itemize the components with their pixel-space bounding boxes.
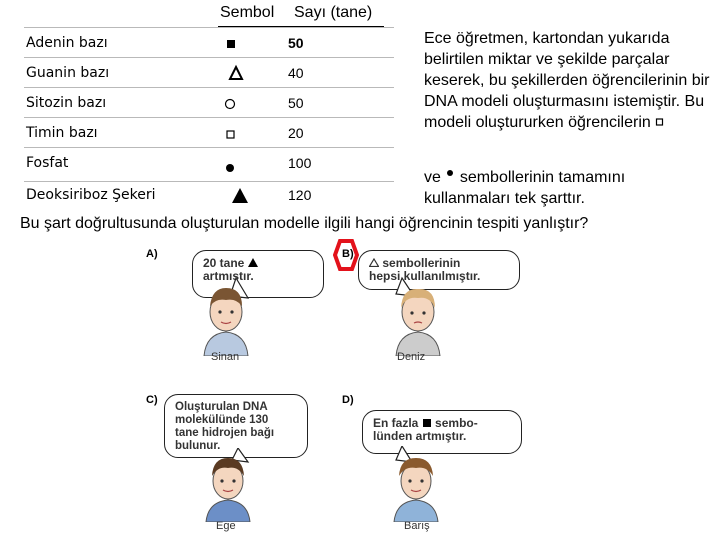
row-value: 50: [288, 35, 304, 51]
table-row: [24, 57, 394, 88]
filled-square-icon: [224, 34, 244, 52]
filled-square-icon: [422, 418, 432, 427]
row-label: Fosfat: [26, 155, 69, 171]
description-text: Ece öğretmen, kartondan yukarıda belirtilen miktar ve şekilde parçalar keserek, bu şekillerden öğrencilerinin bir DNA modeli oluşturmasını istemiştir. Bu modeli oluştururken öğrencilerin: [424, 30, 710, 131]
student-ege-illustration: [198, 448, 258, 522]
square-outline-icon: [655, 117, 665, 127]
option-d-letter[interactable]: D): [342, 394, 354, 406]
triangle-outline-icon: [369, 258, 379, 267]
filled-triangle-icon: [248, 258, 258, 267]
bubble-line: bulunur.: [175, 440, 221, 452]
student-name: Barış: [404, 520, 430, 532]
filled-triangle-icon: [230, 186, 250, 204]
bubble-line: hepsi kullanılmıştır.: [369, 269, 481, 283]
table-row: [24, 181, 394, 212]
row-label: Guanin bazı: [26, 65, 110, 81]
bubble-line: En fazla sembo-: [373, 416, 478, 430]
row-label: Sitozin bazı: [26, 95, 107, 111]
bubble-line: sembollerinin: [369, 257, 509, 270]
square-outline-icon: [224, 124, 244, 142]
row-value: 120: [288, 187, 312, 203]
student-deniz-illustration: [388, 276, 448, 356]
count-column-header: Sayı (tane): [294, 4, 373, 21]
table-row: [24, 147, 394, 182]
row-label: Adenin bazı: [26, 35, 108, 51]
option-a-letter[interactable]: A): [146, 248, 158, 260]
student-name: Ege: [216, 520, 236, 532]
option-c-letter[interactable]: C): [146, 394, 158, 406]
bubble-line: lünden artmıştır.: [373, 429, 467, 443]
student-name: Deniz: [397, 351, 426, 363]
bubble-line: 20 tane: [203, 257, 313, 270]
table-row: [24, 27, 394, 58]
description-continuation: ve sembollerinin tamamını kullanmaları tek şarttır.: [424, 169, 626, 207]
symbol-column-header: Sembol: [220, 4, 275, 21]
bubble-line: Oluşturulan DNA: [175, 401, 268, 413]
filled-circle-icon: [445, 168, 455, 178]
bubble-line: molekülünde 130: [175, 414, 269, 426]
row-value: 100: [288, 155, 312, 171]
row-label: Timin bazı: [26, 125, 98, 141]
option-b-letter[interactable]: B): [342, 248, 354, 260]
student-baris-illustration: [386, 446, 446, 522]
bubble-line: artmıştır.: [203, 269, 254, 283]
row-value: 40: [288, 65, 304, 81]
triangle-outline-icon: [224, 64, 244, 82]
row-label: Deoksiriboz Şekeri: [26, 187, 156, 203]
question-text: Bu şart doğrultusunda oluşturulan modelle ilgili hangi öğrencinin tespiti yanlıştır?: [20, 215, 589, 232]
table-row: [24, 117, 394, 148]
student-name: Sinan: [211, 351, 240, 363]
student-sinan-illustration: [196, 276, 256, 356]
bubble-line: tane hidrojen bağı: [175, 427, 275, 439]
row-value: 50: [288, 95, 304, 111]
filled-circle-icon: [224, 160, 244, 178]
circle-outline-icon: [224, 94, 244, 112]
row-value: 20: [288, 125, 304, 141]
table-row: [24, 87, 394, 118]
